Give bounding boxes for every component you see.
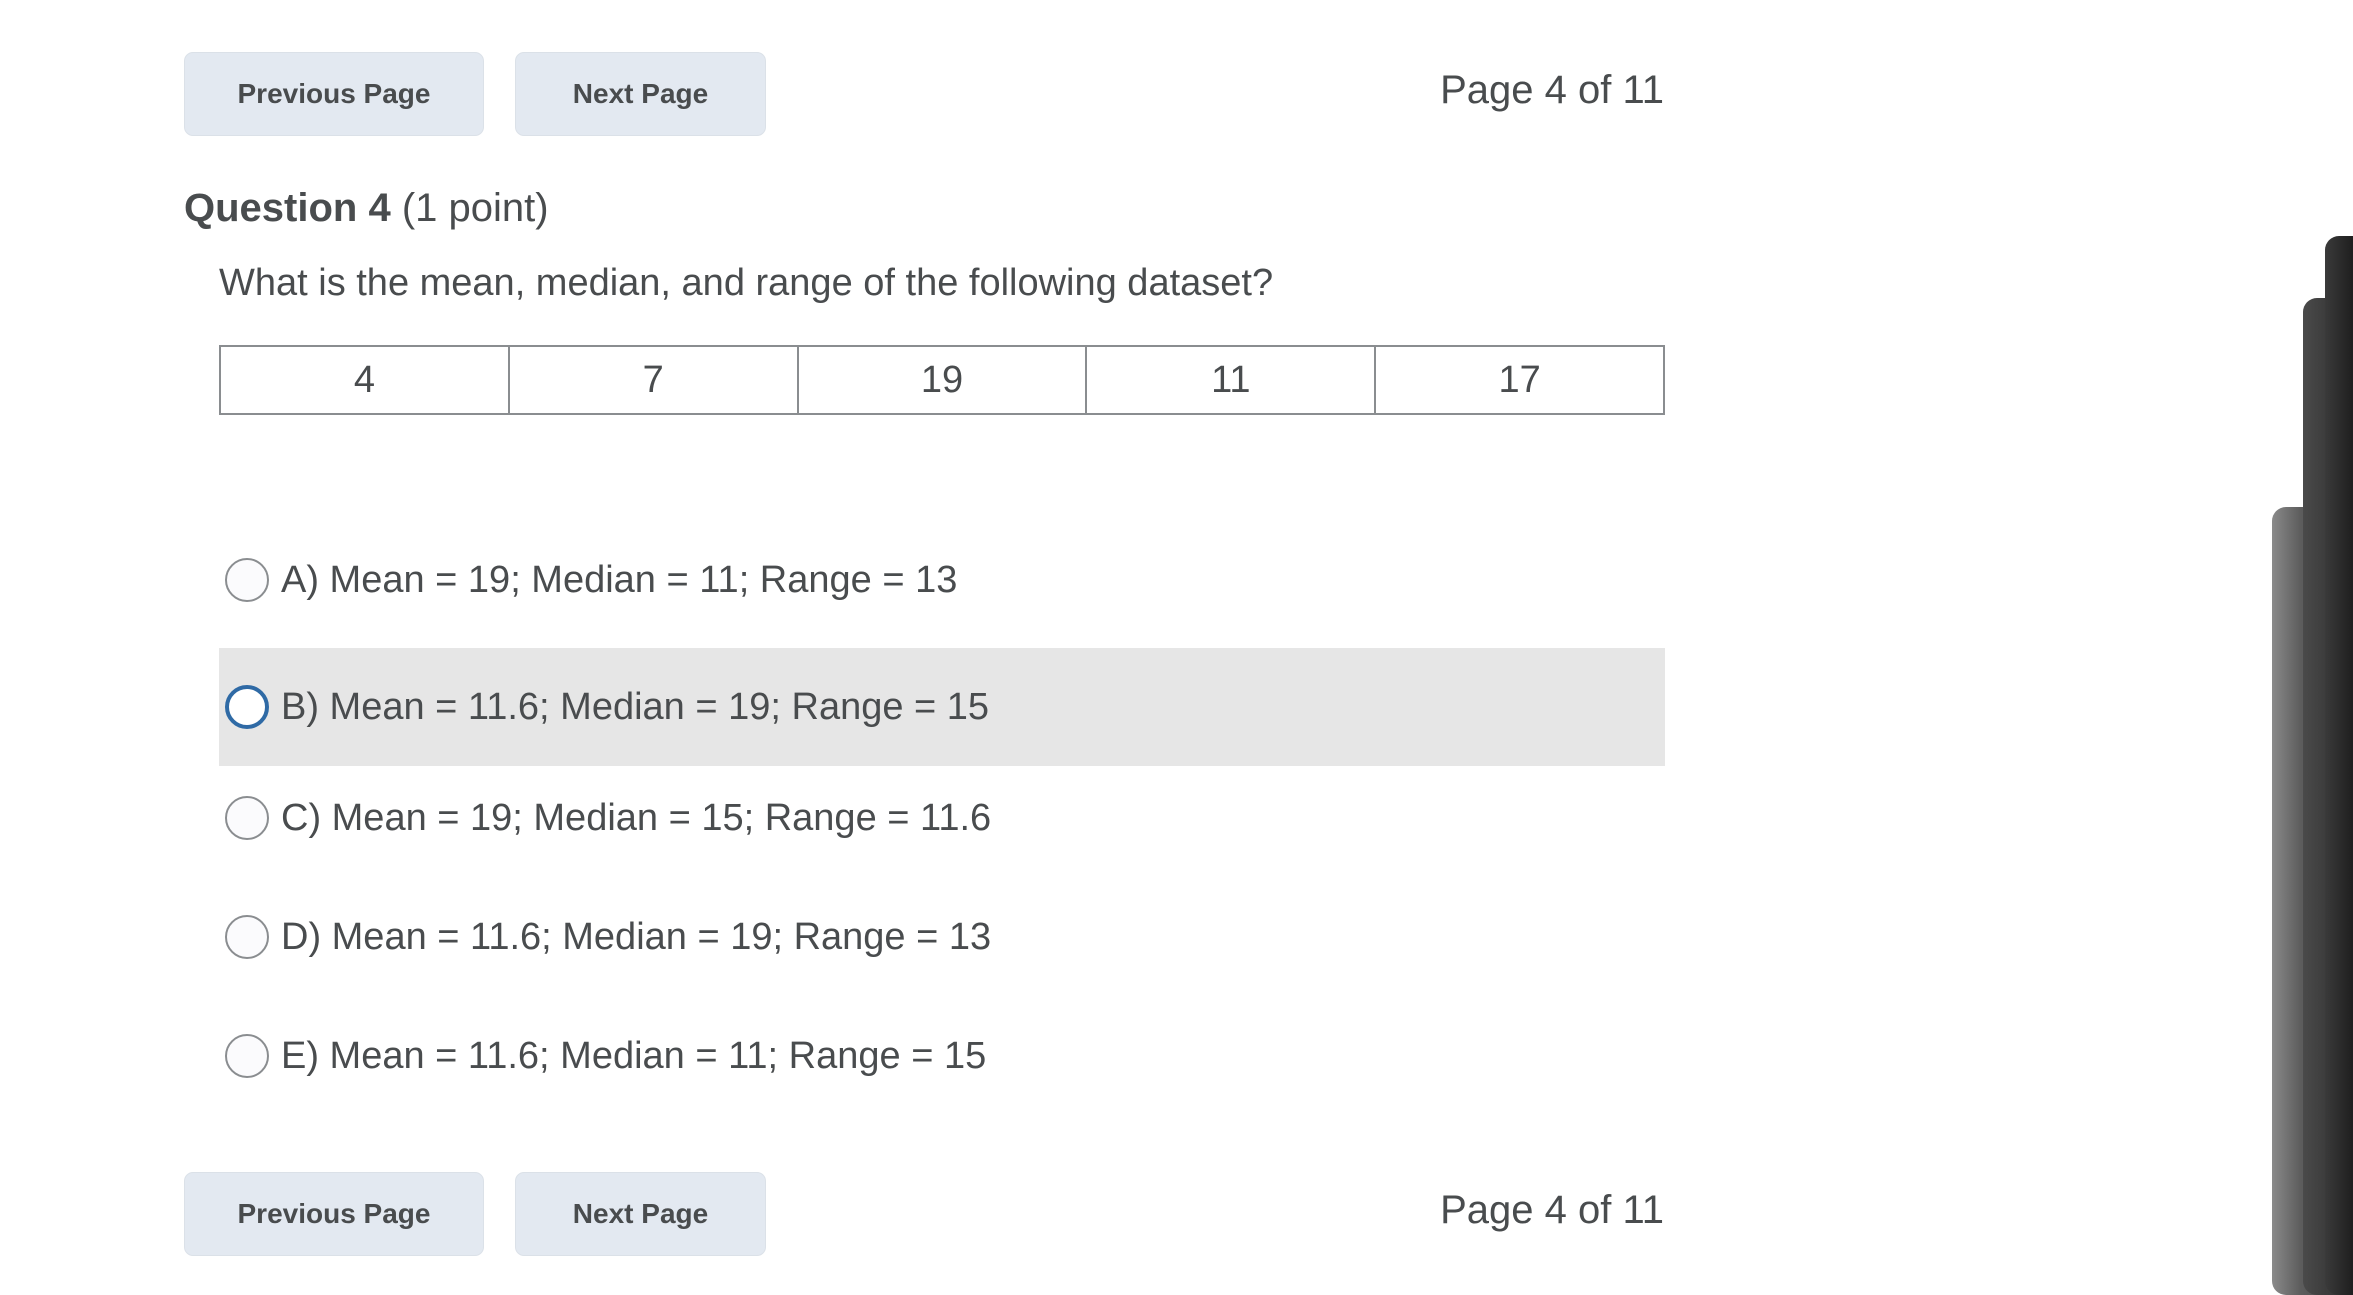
- next-page-button-bottom[interactable]: Next Page: [515, 1172, 766, 1256]
- answer-option-label: D) Mean = 11.6; Median = 19; Range = 13: [281, 915, 992, 958]
- next-page-button-top[interactable]: Next Page: [515, 52, 766, 136]
- radio-button-d[interactable]: [225, 915, 269, 959]
- question-text: What is the mean, median, and range of the following dataset?: [219, 262, 1274, 304]
- previous-page-button-top[interactable]: Previous Page: [184, 52, 484, 136]
- page-indicator-top: Page 4 of 11: [1440, 68, 1664, 112]
- question-heading: [184, 186, 549, 231]
- answer-option-c[interactable]: [219, 759, 1665, 877]
- question-points: (1 point): [401, 186, 549, 230]
- radio-button-b[interactable]: [225, 685, 269, 729]
- previous-page-button-bottom[interactable]: Previous Page: [184, 1172, 484, 1256]
- page-indicator-bottom: Page 4 of 11: [1440, 1188, 1664, 1232]
- dataset-row: [220, 346, 1664, 414]
- dataset-cell: 17: [1375, 346, 1664, 414]
- dataset-cell: 7: [509, 346, 798, 414]
- dataset-cell: 11: [1086, 346, 1375, 414]
- question-number: Question 4: [184, 186, 391, 230]
- radio-button-a[interactable]: [225, 558, 269, 602]
- answer-option-d[interactable]: [219, 878, 1665, 996]
- dataset-table: [219, 345, 1665, 415]
- answer-option-label: A) Mean = 19; Median = 11; Range = 13: [281, 558, 958, 601]
- radio-button-c[interactable]: [225, 796, 269, 840]
- answer-option-e[interactable]: [219, 997, 1665, 1115]
- answer-option-label: E) Mean = 11.6; Median = 11; Range = 15: [281, 1034, 987, 1077]
- answer-option-a[interactable]: [219, 521, 1665, 639]
- dataset-cell: 19: [798, 346, 1087, 414]
- edge-panel-inner: [2325, 236, 2353, 1295]
- answer-option-b[interactable]: [219, 648, 1665, 766]
- answer-option-label: C) Mean = 19; Median = 15; Range = 11.6: [281, 796, 992, 839]
- radio-button-e[interactable]: [225, 1034, 269, 1078]
- answer-option-label: B) Mean = 11.6; Median = 19; Range = 15: [281, 685, 990, 728]
- dataset-cell: 4: [220, 346, 509, 414]
